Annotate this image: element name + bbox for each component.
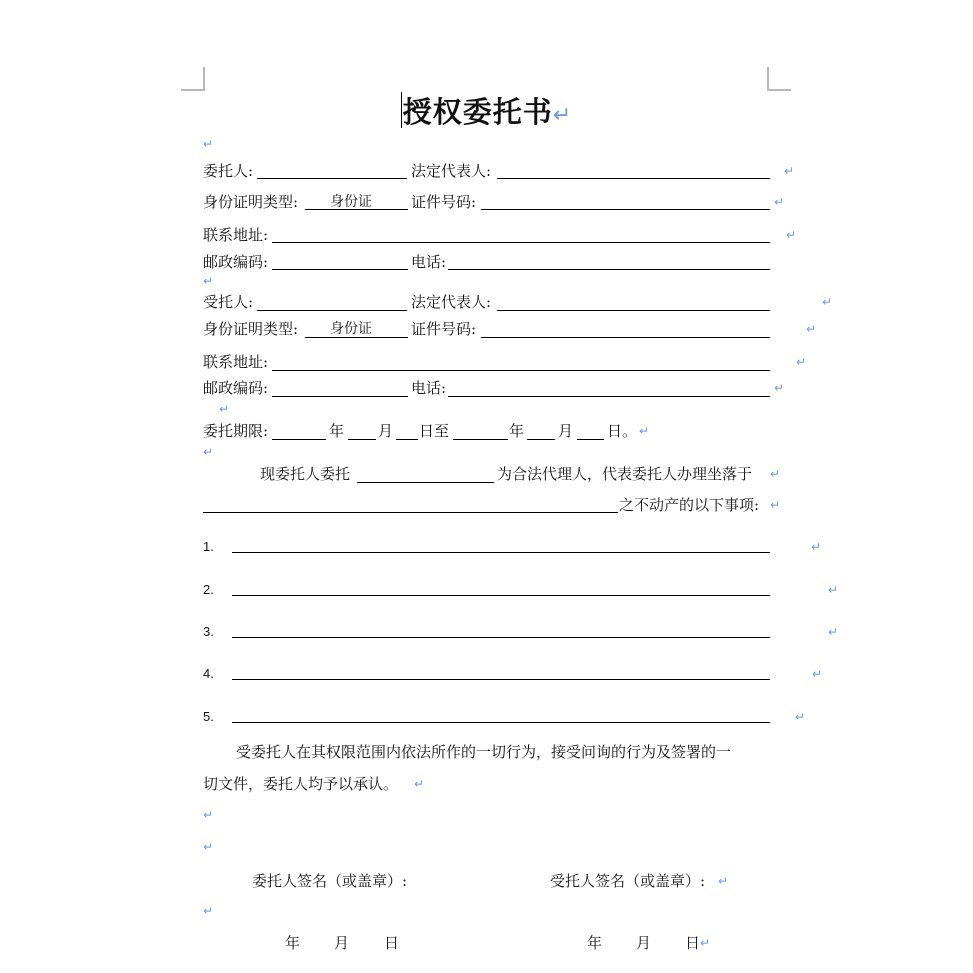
paragraph-mark-icon: ↵ bbox=[700, 936, 711, 950]
principal-id-number-field[interactable] bbox=[481, 209, 770, 210]
term-day-end-label: 日。 bbox=[607, 422, 638, 440]
paragraph-mark-icon: ↵ bbox=[812, 667, 823, 681]
paragraph-mark-icon: ↵ bbox=[774, 381, 785, 395]
paragraph-mark-icon: ↵ bbox=[770, 467, 781, 481]
term-start-year-field[interactable] bbox=[272, 439, 326, 440]
principal-phone-label: 电话: bbox=[411, 253, 447, 271]
term-end-month-field[interactable] bbox=[527, 439, 555, 440]
agent-legal-rep-label: 法定代表人: bbox=[411, 293, 492, 311]
agent-date-year: 年 bbox=[587, 934, 603, 952]
text-cursor bbox=[401, 92, 402, 128]
agent-phone-label: 电话: bbox=[411, 379, 447, 397]
principal-date-year: 年 bbox=[285, 934, 301, 952]
paragraph-mark-icon: ↵ bbox=[203, 904, 214, 918]
item-number-1: 1. bbox=[203, 539, 214, 554]
item-number-3: 3. bbox=[203, 624, 214, 639]
agent-postal-label: 邮政编码: bbox=[203, 379, 269, 397]
agent-date-day: 日 bbox=[685, 934, 701, 952]
term-start-day-field[interactable] bbox=[396, 439, 418, 440]
agent-date-month: 月 bbox=[636, 934, 652, 952]
agent-address-label: 联系地址: bbox=[203, 353, 269, 371]
entrust-text-a: 现委托人委托 bbox=[260, 465, 351, 483]
item-4-field[interactable] bbox=[232, 679, 770, 680]
principal-signature-label[interactable]: 委托人签名（或盖章）: bbox=[252, 872, 408, 890]
paragraph-mark-icon: ↵ bbox=[219, 402, 230, 416]
agent-id-type-label: 身份证明类型: bbox=[203, 320, 299, 338]
paragraph-mark-icon: ↵ bbox=[770, 498, 781, 512]
term-year-label: 年 bbox=[329, 422, 345, 440]
acceptance-text-line1: 受委托人在其权限范围内依法所作的一切行为，接受问询的行为及签署的一 bbox=[236, 743, 732, 761]
principal-legal-rep-label: 法定代表人: bbox=[411, 162, 492, 180]
item-number-2: 2. bbox=[203, 582, 214, 597]
paragraph-mark-icon: ↵ bbox=[806, 322, 817, 336]
agent-name-field[interactable] bbox=[257, 310, 407, 311]
paragraph-mark-icon: ↵ bbox=[828, 583, 839, 597]
term-end-day-field[interactable] bbox=[577, 439, 604, 440]
agent-id-number-field[interactable] bbox=[481, 337, 770, 338]
paragraph-mark-icon: ↵ bbox=[552, 103, 573, 128]
principal-id-number-label: 证件号码: bbox=[411, 193, 477, 211]
paragraph-mark-icon: ↵ bbox=[718, 874, 729, 888]
paragraph-mark-icon: ↵ bbox=[828, 625, 839, 639]
entrust-text-b: 为合法代理人，代表委托人办理坐落于 bbox=[497, 465, 753, 483]
item-5-field[interactable] bbox=[232, 722, 770, 723]
agent-signature-label[interactable]: 受托人签名（或盖章）: bbox=[550, 872, 706, 890]
principal-name-label: 委托人: bbox=[203, 162, 254, 180]
agent-address-field[interactable] bbox=[272, 370, 770, 371]
item-number-4: 4. bbox=[203, 666, 214, 681]
paragraph-mark-icon: ↵ bbox=[796, 355, 807, 369]
principal-address-field[interactable] bbox=[272, 242, 770, 243]
principal-date-day: 日 bbox=[384, 934, 400, 952]
paragraph-mark-icon: ↵ bbox=[203, 274, 214, 288]
term-month2-label: 月 bbox=[558, 422, 574, 440]
principal-date-month: 月 bbox=[334, 934, 350, 952]
agent-phone-field[interactable] bbox=[448, 396, 770, 397]
agent-name-label: 受托人: bbox=[203, 293, 254, 311]
paragraph-mark-icon: ↵ bbox=[203, 840, 214, 854]
principal-phone-field[interactable] bbox=[448, 269, 770, 270]
item-1-field[interactable] bbox=[232, 552, 770, 553]
agent-id-type-value: 身份证 bbox=[330, 321, 372, 337]
page-corner-top-right bbox=[767, 67, 791, 91]
entrust-text-c: 之不动产的以下事项: bbox=[619, 496, 760, 514]
item-2-field[interactable] bbox=[232, 595, 770, 596]
paragraph-mark-icon: ↵ bbox=[414, 777, 425, 791]
principal-postal-label: 邮政编码: bbox=[203, 253, 269, 271]
paragraph-mark-icon: ↵ bbox=[786, 228, 797, 242]
paragraph-mark-icon: ↵ bbox=[822, 295, 833, 309]
property-location-field[interactable] bbox=[203, 512, 618, 513]
item-number-5: 5. bbox=[203, 709, 214, 724]
principal-address-label: 联系地址: bbox=[203, 226, 269, 244]
agent-postal-field[interactable] bbox=[272, 396, 408, 397]
term-year2-label: 年 bbox=[509, 422, 525, 440]
page-corner-top-left bbox=[181, 67, 205, 91]
paragraph-mark-icon: ↵ bbox=[774, 195, 785, 209]
principal-name-field[interactable] bbox=[257, 178, 407, 179]
principal-id-type-label: 身份证明类型: bbox=[203, 193, 299, 211]
term-end-year-field[interactable] bbox=[453, 439, 508, 440]
principal-id-type-value: 身份证 bbox=[330, 194, 372, 210]
document-title[interactable]: 授权委托书↵ bbox=[0, 90, 973, 131]
term-month-label: 月 bbox=[378, 422, 394, 440]
paragraph-mark-icon: ↵ bbox=[795, 710, 806, 724]
term-label: 委托期限: bbox=[203, 422, 269, 440]
acceptance-text-line2: 切文件，委托人均予以承认。 bbox=[203, 775, 399, 793]
paragraph-mark-icon: ↵ bbox=[203, 445, 214, 459]
term-start-month-field[interactable] bbox=[348, 439, 376, 440]
paragraph-mark-icon: ↵ bbox=[203, 137, 214, 151]
paragraph-mark-icon: ↵ bbox=[639, 424, 650, 438]
agent-legal-rep-field[interactable] bbox=[497, 310, 770, 311]
principal-postal-field[interactable] bbox=[272, 269, 408, 270]
term-day-to-label: 日至 bbox=[419, 422, 450, 440]
paragraph-mark-icon: ↵ bbox=[203, 808, 214, 822]
principal-legal-rep-field[interactable] bbox=[497, 178, 770, 179]
paragraph-mark-icon: ↵ bbox=[784, 164, 795, 178]
agent-appointee-field[interactable] bbox=[357, 482, 494, 483]
item-3-field[interactable] bbox=[232, 637, 770, 638]
paragraph-mark-icon: ↵ bbox=[811, 540, 822, 554]
agent-id-number-label: 证件号码: bbox=[411, 320, 477, 338]
